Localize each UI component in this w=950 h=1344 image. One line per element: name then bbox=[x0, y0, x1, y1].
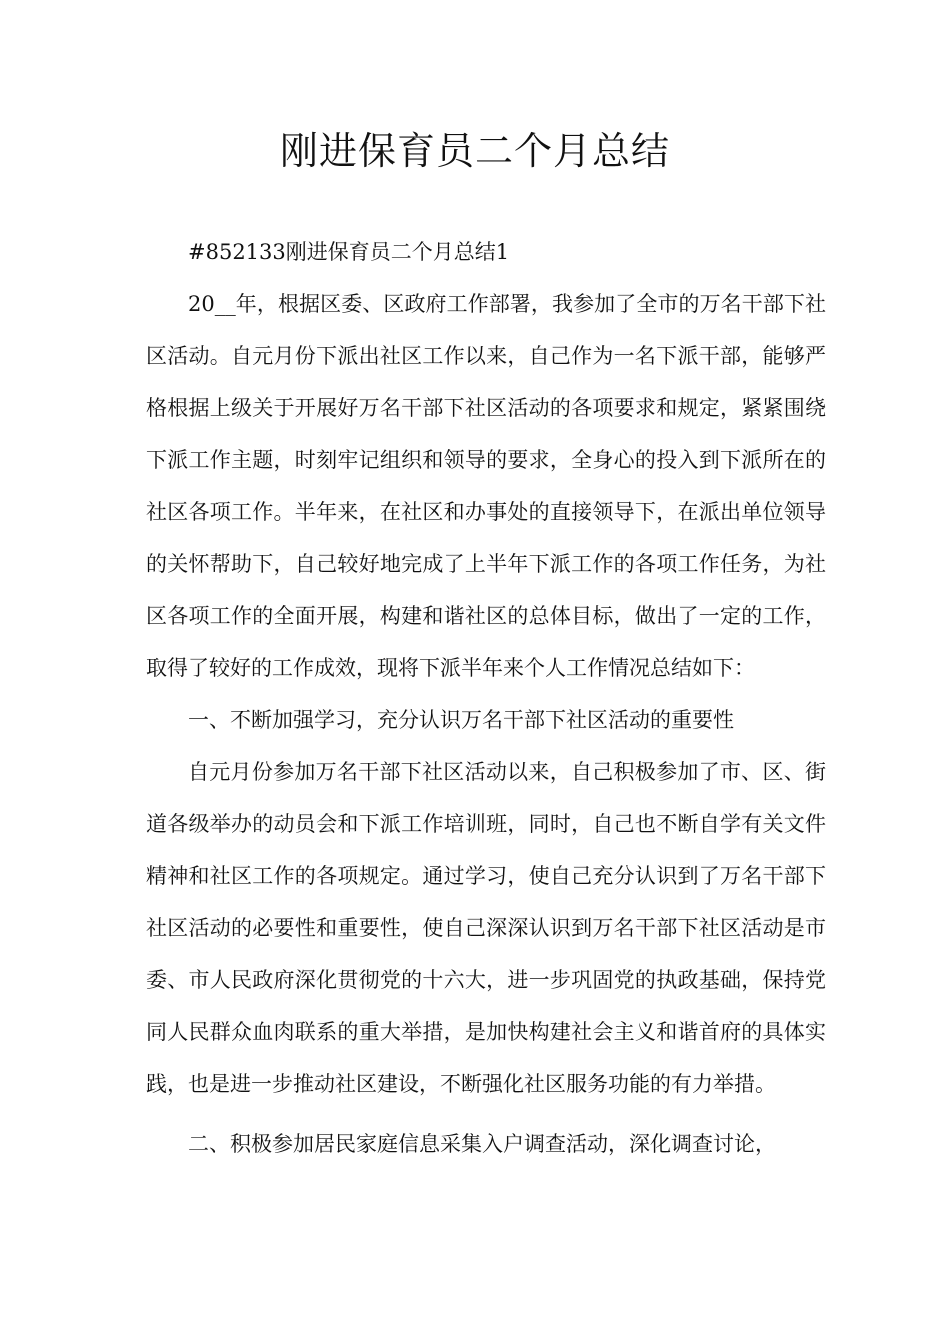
document-subtitle: #852133刚进保育员二个月总结1 bbox=[188, 240, 510, 264]
paragraph-intro: 20__年，根据区委、区政府工作部署，我参加了全市的万名干部下社区活动。自元月份下派出社区工作以来，自己作为一名下派干部，能够严格根据上级关于开展好万名干部下社区活动的各项要求和规定，紧紧围绕下派工作主题，时刻牢记组织和领导的要求，全身心的投入到下派所在的社区各项工作。半年来，在社区和办事处的直接领导下，在派出单位领导的关怀帮助下，自己较好地完成了上半年下派工作的各项工作任务，为社区各项工作的全面开展，构建和谐社区的总体目标，做出了一定的工作，取得了较好的工作成效，现将下派半年来个人工作情况总结如下： bbox=[146, 292, 826, 680]
paragraph-section-1: 自元月份参加万名干部下社区活动以来，自己积极参加了市、区、街道各级举办的动员会和下派工作培训班，同时，自己也不断自学有关文件精神和社区工作的各项规定。通过学习，使自己充分认识到了万名干部下社区活动的必要性和重要性，使自己深深认识到万名干部下社区活动是市委、市人民政府深化贯彻党的十六大，进一步巩固党的执政基础，保持党同人民群众血肉联系的重大举措，是加快构建社会主义和谐首府的具体实践，也是进一步推动社区建设，不断强化社区服务功能的有力举措。 bbox=[146, 760, 826, 1096]
section-heading-2: 二、积极参加居民家庭信息采集入户调查活动，深化调查讨论， bbox=[188, 1132, 776, 1156]
document-body bbox=[146, 226, 826, 1170]
document-title: 刚进保育员二个月总结 bbox=[279, 129, 670, 173]
section-heading-1: 一、不断加强学习，充分认识万名干部下社区活动的重要性 bbox=[188, 708, 734, 732]
